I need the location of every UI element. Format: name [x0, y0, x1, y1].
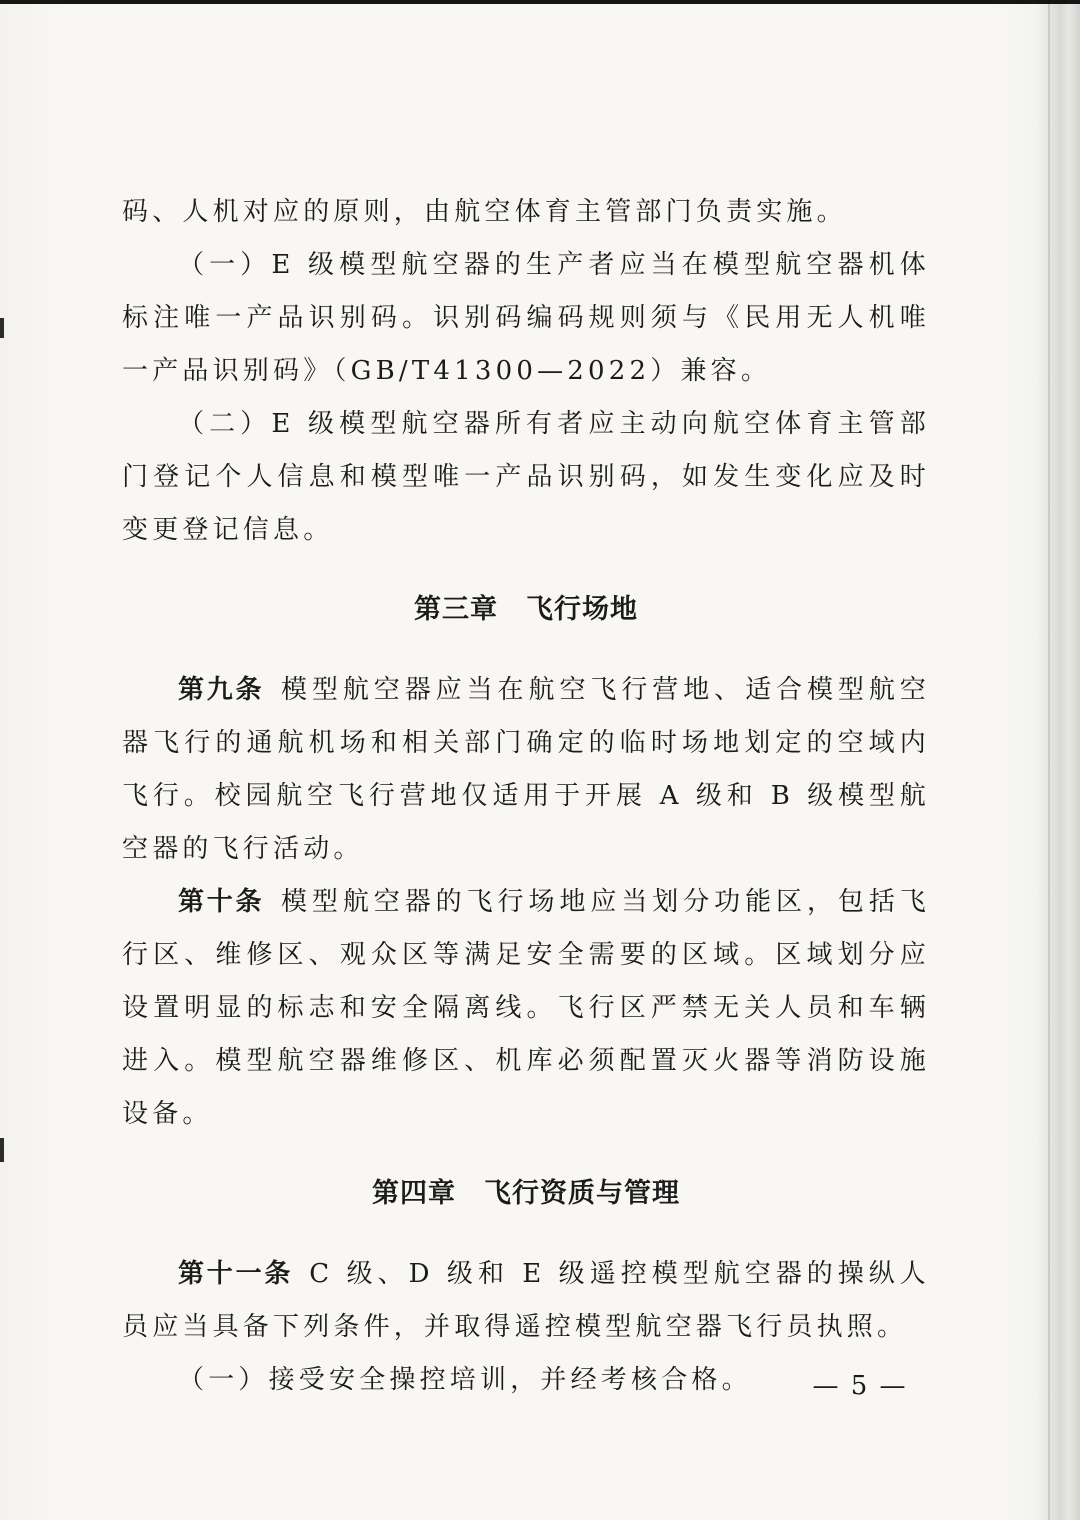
- paragraph-item-two: （二）E 级模型航空器所有者应主动向航空体育主管部门登记个人信息和模型唯一产品识别码，如发生变化应及时变更登记信息。: [122, 409, 930, 545]
- article-nine-label: 第九条: [178, 675, 265, 705]
- document-body: [122, 186, 930, 1407]
- paragraph-continuation: 码、人机对应的原则，由航空体育主管部门负责实施。: [122, 197, 847, 227]
- scan-top-edge: [0, 0, 1080, 4]
- scan-left-mark: [0, 1138, 4, 1162]
- scan-right-shadow: [1036, 0, 1080, 1520]
- chapter-three-heading: 第三章 飞行场地: [414, 594, 638, 625]
- chapter-four-heading: 第四章 飞行资质与管理: [372, 1178, 680, 1209]
- article-eleven-label: 第十一条: [178, 1259, 294, 1289]
- spacing: [122, 1220, 930, 1248]
- article-ten-label: 第十条: [178, 887, 265, 917]
- scan-left-mark: [0, 318, 4, 338]
- article-ten-text: 模型航空器的飞行场地应当划分功能区，包括飞行区、维修区、观众区等满足安全需要的区域。区域划分应设置明显的标志和安全隔离线。飞行区严禁无关人员和车辆进入。模型航空器维修区、机库必须配置灭火器等消防设施设备。: [122, 887, 930, 1129]
- article-eleven-text: C 级、D 级和 E 级遥控模型航空器的操纵人员应当具备下列条件，并取得遥控模型航空器飞行员执照。: [122, 1259, 930, 1342]
- article-nine: [122, 664, 930, 876]
- spacing: [122, 557, 930, 583]
- scan-right-line: [1048, 0, 1050, 1520]
- article-eleven: [122, 1248, 930, 1354]
- spacing: [122, 1141, 930, 1167]
- article-eleven-item-one: （一）接受安全操控培训，并经考核合格。: [178, 1365, 752, 1395]
- paragraph-item-one: （一）E 级模型航空器的生产者应当在模型航空器机体标注唯一产品识别码。识别码编码规则须与《民用无人机唯一产品识别码》（GB/T41300—2022）兼容。: [122, 250, 930, 386]
- article-nine-text: 模型航空器应当在航空飞行营地、适合模型航空器飞行的通航机场和相关部门确定的临时场地划定的空域内飞行。校园航空飞行营地仅适用于开展 A 级和 B 级模型航空器的飞行活动。: [122, 675, 930, 864]
- article-ten: [122, 876, 930, 1141]
- page-number: — 5 —: [812, 1371, 908, 1401]
- spacing: [122, 636, 930, 664]
